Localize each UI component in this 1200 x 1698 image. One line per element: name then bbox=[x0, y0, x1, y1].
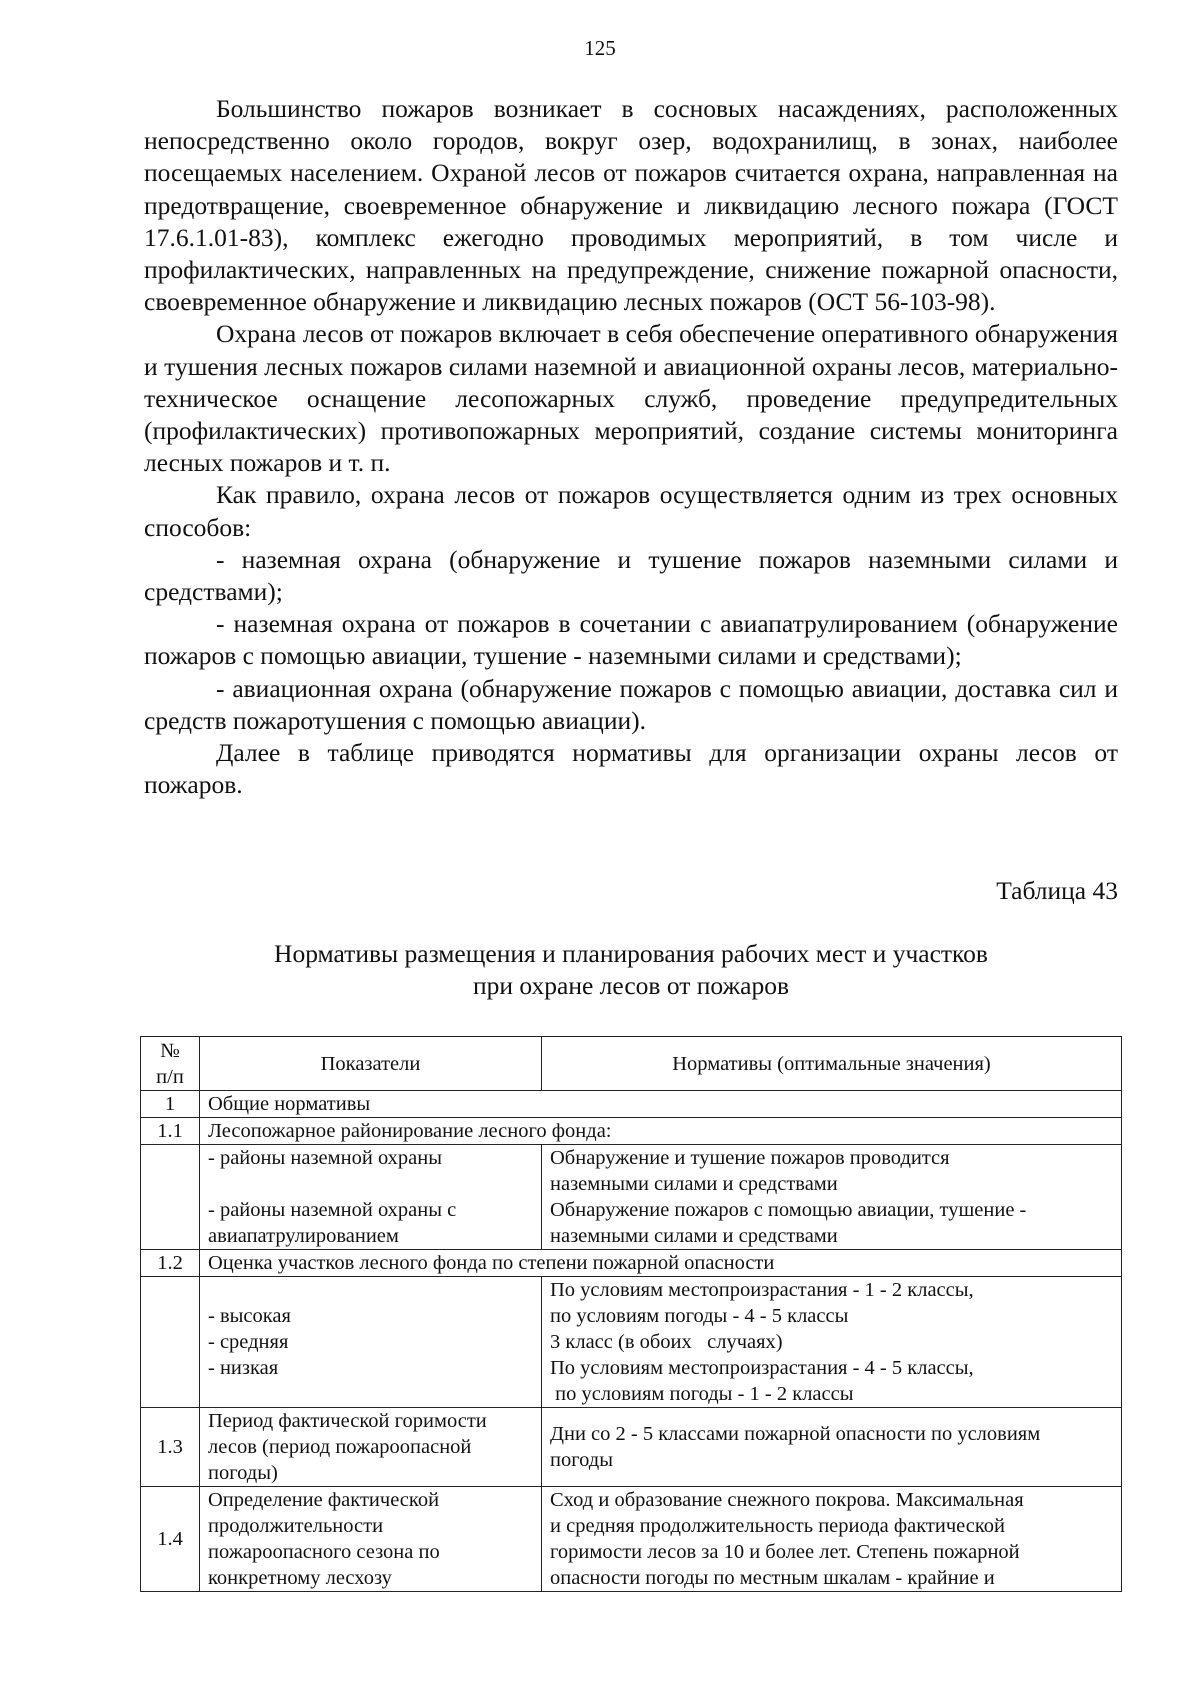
paragraph: Охрана лесов от пожаров включает в себя обеспечение оперативного обнаружения и тушения лесных пожаров силами наземной и авиационной охраны лесов, материально-техническое оснащение лесопожарных служб, проведение предупредительных (профилактических) противопожарных мероприятий, создание системы мониторинга лесных пожаров и т. п. bbox=[144, 319, 1118, 478]
indicator-cell bbox=[200, 1408, 542, 1487]
table-row bbox=[141, 1277, 1122, 1408]
indicator-cell bbox=[200, 1145, 542, 1250]
section-title: Общие нормативы bbox=[200, 1091, 1122, 1118]
table-row bbox=[141, 1250, 1122, 1277]
row-number: 1.2 bbox=[141, 1250, 200, 1277]
row-number: 1.1 bbox=[141, 1118, 200, 1145]
row-number-empty bbox=[141, 1277, 200, 1408]
list-item: - наземная охрана (обнаружение и тушение пожаров наземными силами и средствами); bbox=[144, 544, 1118, 607]
table-title-line: Нормативы размещения и планирования рабочих мест и участков bbox=[274, 939, 988, 968]
page-number: 125 bbox=[584, 36, 616, 60]
indicator-cell bbox=[200, 1487, 542, 1592]
body-text bbox=[144, 93, 1118, 801]
table-title-line: при охране лесов от пожаров bbox=[472, 971, 790, 1000]
table-label: Таблица 43 bbox=[996, 876, 1118, 905]
section-title: Оценка участков лесного фонда по степени пожарной опасности bbox=[200, 1250, 1122, 1277]
norm-line: По условиям местопроизрастания - 1 - 2 классы, bbox=[550, 1279, 974, 1301]
norm-line: Сход и образование снежного покрова. Максимальная bbox=[550, 1489, 1024, 1511]
header-number-line: п/п bbox=[156, 1065, 184, 1088]
norm-line: по условиям погоды - 1 - 2 классы bbox=[550, 1383, 854, 1405]
table-row bbox=[141, 1408, 1122, 1487]
norm-line: 3 класс (в обоих случаях) bbox=[550, 1331, 783, 1353]
table-header-row bbox=[141, 1037, 1122, 1091]
table-row bbox=[141, 1091, 1122, 1118]
norms-table bbox=[140, 1036, 1122, 1592]
norm-line: погоды bbox=[550, 1449, 613, 1471]
indicator-line: - районы наземной охраны bbox=[208, 1147, 443, 1169]
norm-line: Обнаружение пожаров с помощью авиации, тушение - bbox=[550, 1199, 1027, 1221]
indicator-line: авиапатрулированием bbox=[208, 1225, 399, 1247]
indicator-line: погоды) bbox=[208, 1462, 278, 1484]
indicator-line: Период фактической горимости bbox=[208, 1410, 487, 1432]
indicator-line: конкретному лесхозу bbox=[208, 1567, 392, 1589]
norm-cell bbox=[542, 1277, 1122, 1408]
indicator-line: - высокая bbox=[208, 1305, 291, 1327]
row-number: 1.4 bbox=[141, 1487, 200, 1592]
header-indicators: Показатели bbox=[200, 1037, 542, 1091]
paragraph: Как правило, охрана лесов от пожаров осуществляется одним из трех основных способов: bbox=[144, 480, 1118, 542]
row-number-empty bbox=[141, 1145, 200, 1250]
paragraph: Далее в таблице приводятся нормативы для организации охраны лесов от пожаров. bbox=[144, 738, 1118, 800]
row-number: 1 bbox=[141, 1091, 200, 1118]
paragraph: Большинство пожаров возникает в сосновых насаждениях, расположенных непосредственно около городов, вокруг озер, водохранилищ, в зонах, наиболее посещаемых населением. Охраной лесов от пожаров считается охрана, направленная на предотвращение, своевременное обнаружение и ликвидацию лесного пожара (ГОСТ 17.6.1.01-83), комплекс ежегодно проводимых мероприятий, в том числе и профилактических, направленных на предупреждение, снижение пожарной опасности, своевременное обнаружение и ликвидацию лесных пожаров (ОСТ 56-103-98). bbox=[144, 94, 1118, 317]
table-row bbox=[141, 1145, 1122, 1250]
indicator-line: Определение фактической bbox=[208, 1489, 440, 1511]
norm-line: наземными силами и средствами bbox=[550, 1225, 838, 1247]
indicator-line: - районы наземной охраны с bbox=[208, 1199, 457, 1221]
norm-line: опасности погоды по местным шкалам - крайние и bbox=[550, 1567, 995, 1589]
norm-line: Дни со 2 - 5 классами пожарной опасности по условиям bbox=[550, 1423, 1041, 1445]
header-norms: Нормативы (оптимальные значения) bbox=[542, 1037, 1122, 1091]
header-number bbox=[141, 1037, 200, 1091]
indicator-line: - низкая bbox=[208, 1357, 279, 1379]
indicator-cell bbox=[200, 1277, 542, 1408]
norm-cell bbox=[542, 1145, 1122, 1250]
row-number: 1.3 bbox=[141, 1408, 200, 1487]
indicator-line: пожароопасного сезона по bbox=[208, 1541, 440, 1563]
indicator-line: лесов (период пожароопасной bbox=[208, 1436, 472, 1458]
indicator-line: продолжительности bbox=[208, 1515, 384, 1537]
table-row bbox=[141, 1487, 1122, 1592]
list-item: - наземная охрана от пожаров в сочетании с авиапатрулированием (обнаружение пожаров с помощью авиации, тушение - наземными силами и средствами); bbox=[144, 609, 1118, 671]
table-title bbox=[144, 938, 1118, 1002]
table-row bbox=[141, 1118, 1122, 1145]
norm-line: по условиям погоды - 4 - 5 классы bbox=[550, 1305, 849, 1327]
header-number-line: № bbox=[160, 1039, 180, 1062]
section-title: Лесопожарное районирование лесного фонда: bbox=[200, 1118, 1122, 1145]
norm-cell bbox=[542, 1408, 1122, 1487]
norm-line: наземными силами и средствами bbox=[550, 1173, 838, 1195]
norm-line: По условиям местопроизрастания - 4 - 5 классы, bbox=[550, 1357, 974, 1379]
norm-line: Обнаружение и тушение пожаров проводится bbox=[550, 1147, 950, 1169]
norm-line: и средняя продолжительность периода фактической bbox=[550, 1515, 1005, 1537]
norm-line: горимости лесов за 10 и более лет. Степень пожарной bbox=[550, 1541, 1020, 1563]
list-item: - авиационная охрана (обнаружение пожаров с помощью авиации, доставка сил и средств пожаротушения с помощью авиации). bbox=[144, 673, 1118, 735]
norm-cell bbox=[542, 1487, 1122, 1592]
indicator-line: - средняя bbox=[208, 1331, 289, 1353]
